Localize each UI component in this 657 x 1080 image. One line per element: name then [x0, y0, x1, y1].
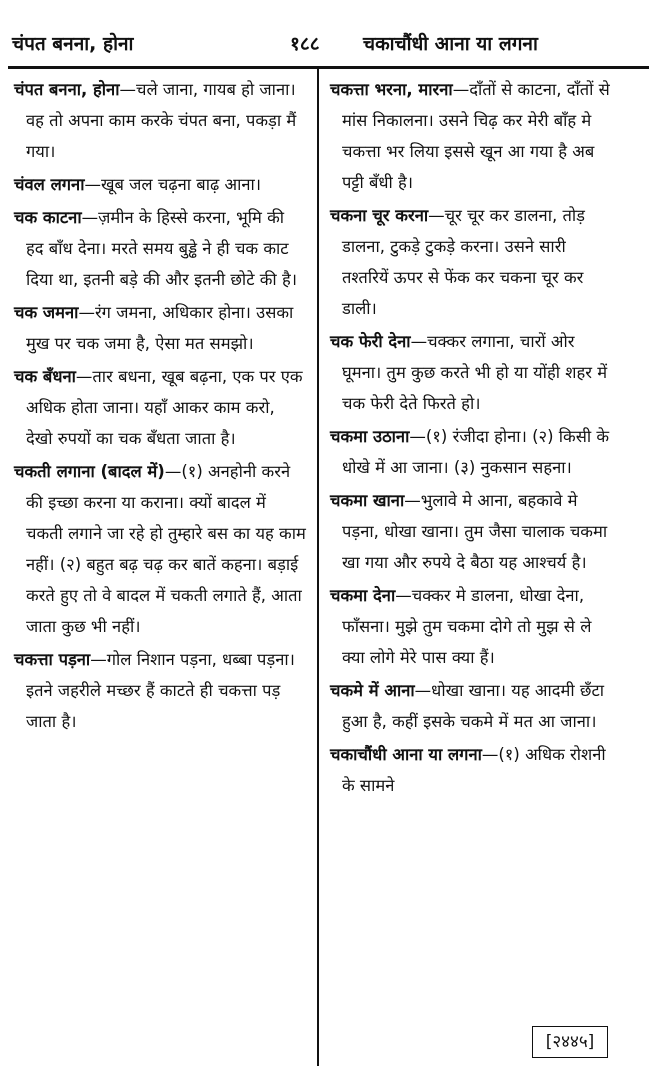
dictionary-entry	[330, 200, 612, 324]
entry-headword: चकत्ता भरना, मारना	[330, 80, 453, 99]
dictionary-entry	[14, 202, 306, 295]
dictionary-entry	[14, 169, 306, 200]
dictionary-entry	[14, 297, 306, 359]
entry-definition: —खूब जल चढ़ना बाढ़ आना।	[84, 175, 262, 194]
entry-headword: चक जमना	[14, 303, 79, 322]
dictionary-entry	[14, 361, 306, 454]
entry-headword: चक फेरी देना	[330, 332, 411, 351]
entry-definition: —ज़मीन के हिस्से करना, भूमि की हद बाँध देना। मरते समय बुड्ढे ने ही चक काट दिया था, इतनी बड़े की और इतनी छोटे की है।	[26, 208, 297, 289]
header-left-guide-word: चंपत बनना, होना	[12, 33, 134, 55]
entry-definition: —तार बधना, खूब बढ़ना, एक पर एक अधिक होता जाना। यहाँ आकर काम करो, देखो रुपयों का चक बँधता जाता है।	[26, 367, 303, 448]
dictionary-entry	[330, 74, 612, 198]
dictionary-entry	[14, 644, 306, 737]
entry-definition: —धोखा खाना। यह आदमी छँटा हुआ है, कहीं इसके चकमे में मत आ जाना।	[342, 681, 605, 731]
entry-definition: —भुलावे मे आना, बहकावे मे पड़ना, धोखा खाना। तुम जैसा चालाक चकमा खा गया और रुपये दे बैठा यह आश्चर्य है।	[342, 491, 608, 572]
entry-definition: —चूर चूर कर डालना, तोड़ डालना, टुकड़े टुकड़े करना। उसने सारी तश्तरियें ऊपर से फेंक कर चकना चूर कर डाली।	[342, 206, 585, 318]
dictionary-entry	[330, 421, 612, 483]
entry-definition: —गोल निशान पड़ना, धब्बा पड़ना। इतने जहरीले मच्छर हैं काटते ही चकत्ता पड़ जाता है।	[26, 650, 295, 731]
entry-definition: —रंग जमना, अधिकार होना। उसका मुख पर चक जमा है, ऐसा मत समझो।	[26, 303, 294, 353]
dictionary-entry	[330, 485, 612, 578]
entry-definition: —(१) अधिक रोशनी के सामने	[342, 745, 606, 795]
entry-definition: —दाँतों से काटना, दाँतों से मांस निकालना। उसने चिढ़ कर मेरी बाँह मे चकत्ता भर लिया इससे खून आ गया है अब पट्टी बँधी है।	[342, 80, 610, 192]
dictionary-entry	[14, 456, 306, 642]
entry-headword: चकमा उठाना	[330, 427, 410, 446]
footer-entry-number: [२४४५]	[532, 1026, 608, 1058]
entry-headword: चकमे में आना	[330, 681, 415, 700]
dictionary-entry	[330, 675, 612, 737]
dictionary-entry	[14, 74, 306, 167]
page-header	[8, 24, 649, 64]
entry-headword: चंवल लगना	[14, 175, 85, 194]
entry-definition: —चक्कर मे डालना, धोखा देना, फाँसना। मुझे तुम चकमा दोगे तो मुझ से ले क्या लोगे मेरे पास क्या हैं।	[342, 586, 592, 667]
entry-definition: —चक्कर लगाना, चारों ओर घूमना। तुम कुछ करते भी हो या योंही शहर में चक फेरी देते फिरते हो।	[342, 332, 608, 413]
right-column	[330, 74, 612, 803]
entry-headword: चकती लगाना (बादल में)	[14, 462, 165, 481]
column-divider	[317, 68, 319, 1066]
entry-definition: —चले जाना, गायब हो जाना। वह तो अपना काम करके चंपत बना, पकड़ा मैं गया।	[26, 80, 297, 161]
entry-headword: चकमा देना	[330, 586, 396, 605]
entry-headword: चकत्ता पड़ना	[14, 650, 91, 669]
entry-headword: चकाचौंधी आना या लगना	[330, 745, 482, 764]
entry-definition: —(१) अनहोनी करने की इच्छा करना या कराना। क्यों बादल में चकती लगाने जा रहे हो तुम्हारे बस का यह काम नहीं। (२) बहुत बढ़ चढ़ कर बातें कहना। बड़ाई करते हुए तो वे बादल में चकती लगाते हैं, आता जाता कुछ भी नहीं।	[26, 462, 306, 636]
page-number: १८८	[290, 33, 320, 55]
entry-definition: —(१) रंजीदा होना। (२) किसी के धोखे में आ जाना। (३) नुकसान सहना।	[342, 427, 610, 477]
entry-headword: चक काटना	[14, 208, 82, 227]
dictionary-entry	[330, 739, 612, 801]
entry-headword: चकमा खाना	[330, 491, 405, 510]
dictionary-entry	[330, 580, 612, 673]
entry-headword: चंपत बनना, होना	[14, 80, 120, 99]
entry-headword: चकना चूर करना	[330, 206, 429, 225]
left-column	[14, 74, 306, 739]
header-rule	[8, 66, 649, 69]
entry-headword: चक बँधना	[14, 367, 76, 386]
dictionary-entry	[330, 326, 612, 419]
header-right-guide-word: चकाचौंधी आना या लगना	[363, 33, 538, 55]
